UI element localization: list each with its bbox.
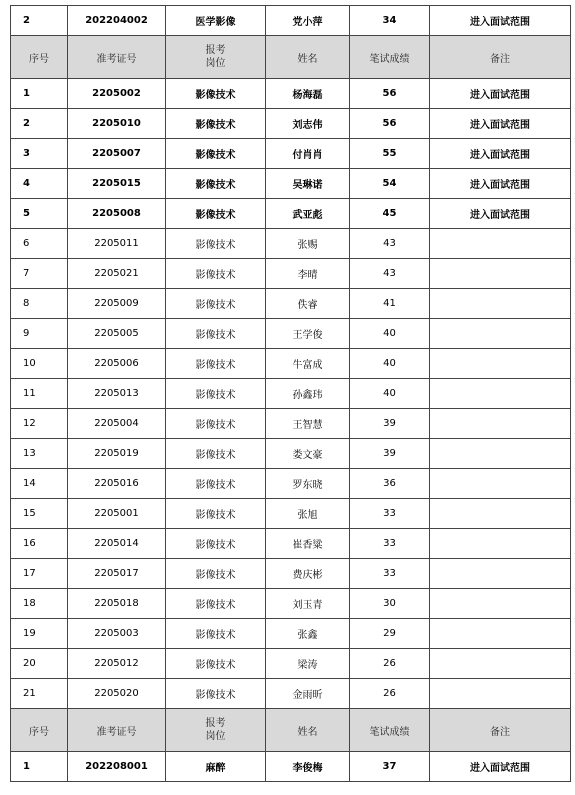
remark bbox=[430, 259, 571, 289]
row-number: 18 bbox=[11, 589, 68, 619]
candidate-name: 娄文豪 bbox=[266, 439, 350, 469]
written-score: 36 bbox=[350, 469, 430, 499]
post-name: 影像技术 bbox=[166, 349, 266, 379]
post-name: 影像技术 bbox=[166, 169, 266, 199]
row-number: 6 bbox=[11, 229, 68, 259]
written-score: 43 bbox=[350, 259, 430, 289]
table-row bbox=[11, 259, 571, 289]
candidate-name: 武亚彪 bbox=[266, 199, 350, 229]
post-name: 影像技术 bbox=[166, 559, 266, 589]
post-name: 影像技术 bbox=[166, 529, 266, 559]
written-score: 34 bbox=[350, 6, 430, 36]
post-name: 影像技术 bbox=[166, 439, 266, 469]
row-number: 12 bbox=[11, 409, 68, 439]
remark bbox=[430, 469, 571, 499]
ticket-number: 2205016 bbox=[68, 469, 166, 499]
row-number: 15 bbox=[11, 499, 68, 529]
ticket-number: 2205007 bbox=[68, 139, 166, 169]
table-row bbox=[11, 409, 571, 439]
written-score: 26 bbox=[350, 649, 430, 679]
ticket-number: 202208001 bbox=[68, 752, 166, 782]
written-score: 54 bbox=[350, 169, 430, 199]
row-number: 11 bbox=[11, 379, 68, 409]
candidate-name: 张鑫 bbox=[266, 619, 350, 649]
post-name: 影像技术 bbox=[166, 289, 266, 319]
table-row bbox=[11, 379, 571, 409]
written-score: 40 bbox=[350, 349, 430, 379]
remark bbox=[430, 589, 571, 619]
table-row bbox=[11, 439, 571, 469]
remark bbox=[430, 619, 571, 649]
ticket-number: 2205001 bbox=[68, 499, 166, 529]
written-score: 45 bbox=[350, 199, 430, 229]
remark: 进入面试范围 bbox=[430, 752, 571, 782]
remark bbox=[430, 319, 571, 349]
written-score: 39 bbox=[350, 409, 430, 439]
remark bbox=[430, 289, 571, 319]
candidate-name: 金雨昕 bbox=[266, 679, 350, 709]
table-row bbox=[11, 289, 571, 319]
ticket-number: 2205004 bbox=[68, 409, 166, 439]
candidate-name: 张赐 bbox=[266, 229, 350, 259]
candidate-name: 王学俊 bbox=[266, 319, 350, 349]
post-name: 医学影像 bbox=[166, 6, 266, 36]
candidate-name: 孙鑫玮 bbox=[266, 379, 350, 409]
row-number: 13 bbox=[11, 439, 68, 469]
header-ticket: 准考证号 bbox=[68, 36, 166, 79]
table-row bbox=[11, 469, 571, 499]
written-score: 29 bbox=[350, 619, 430, 649]
post-name: 影像技术 bbox=[166, 379, 266, 409]
written-score: 39 bbox=[350, 439, 430, 469]
remark bbox=[430, 649, 571, 679]
row-number: 19 bbox=[11, 619, 68, 649]
remark bbox=[430, 229, 571, 259]
remark bbox=[430, 349, 571, 379]
candidate-name: 牛富成 bbox=[266, 349, 350, 379]
row-number: 17 bbox=[11, 559, 68, 589]
post-name: 影像技术 bbox=[166, 619, 266, 649]
table-row bbox=[11, 169, 571, 199]
candidate-name: 梁涛 bbox=[266, 649, 350, 679]
remark: 进入面试范围 bbox=[430, 6, 571, 36]
header-post-line1: 报考 bbox=[205, 45, 226, 56]
written-score: 33 bbox=[350, 529, 430, 559]
header-note: 备注 bbox=[430, 36, 571, 79]
remark bbox=[430, 679, 571, 709]
written-score: 33 bbox=[350, 559, 430, 589]
header-name: 姓名 bbox=[266, 36, 350, 79]
row-number: 8 bbox=[11, 289, 68, 319]
ticket-number: 2205009 bbox=[68, 289, 166, 319]
table-row bbox=[11, 6, 571, 36]
table-row bbox=[11, 319, 571, 349]
ticket-number: 2205006 bbox=[68, 349, 166, 379]
ticket-number: 2205005 bbox=[68, 319, 166, 349]
row-number: 20 bbox=[11, 649, 68, 679]
written-score: 40 bbox=[350, 379, 430, 409]
row-number: 10 bbox=[11, 349, 68, 379]
header-no: 序号 bbox=[11, 36, 68, 79]
post-name: 影像技术 bbox=[166, 199, 266, 229]
candidate-name: 刘志伟 bbox=[266, 109, 350, 139]
ticket-number: 2205012 bbox=[68, 649, 166, 679]
written-score: 56 bbox=[350, 109, 430, 139]
remark bbox=[430, 379, 571, 409]
candidate-name: 付肖肖 bbox=[266, 139, 350, 169]
row-number: 1 bbox=[11, 79, 68, 109]
table-header-row bbox=[11, 36, 571, 79]
post-name: 影像技术 bbox=[166, 409, 266, 439]
post-name: 影像技术 bbox=[166, 139, 266, 169]
table-row bbox=[11, 619, 571, 649]
header-note: 备注 bbox=[430, 709, 571, 752]
candidate-name: 佚睿 bbox=[266, 289, 350, 319]
remark bbox=[430, 529, 571, 559]
table-row bbox=[11, 679, 571, 709]
post-name: 影像技术 bbox=[166, 469, 266, 499]
table-row bbox=[11, 589, 571, 619]
ticket-number: 2205011 bbox=[68, 229, 166, 259]
candidate-name: 杨海磊 bbox=[266, 79, 350, 109]
remark: 进入面试范围 bbox=[430, 109, 571, 139]
table-header-row bbox=[11, 709, 571, 752]
remark bbox=[430, 499, 571, 529]
ticket-number: 2205013 bbox=[68, 379, 166, 409]
table-row bbox=[11, 109, 571, 139]
candidate-name: 李晴 bbox=[266, 259, 350, 289]
remark bbox=[430, 559, 571, 589]
row-number: 1 bbox=[11, 752, 68, 782]
table-row bbox=[11, 649, 571, 679]
post-name: 影像技术 bbox=[166, 319, 266, 349]
post-name: 影像技术 bbox=[166, 499, 266, 529]
table-row bbox=[11, 79, 571, 109]
ticket-number: 2205021 bbox=[68, 259, 166, 289]
post-name: 麻醉 bbox=[166, 752, 266, 782]
written-score: 56 bbox=[350, 79, 430, 109]
table-row bbox=[11, 559, 571, 589]
table-row bbox=[11, 139, 571, 169]
written-score: 33 bbox=[350, 499, 430, 529]
table-row bbox=[11, 229, 571, 259]
row-number: 21 bbox=[11, 679, 68, 709]
row-number: 16 bbox=[11, 529, 68, 559]
candidate-name: 吴琳诺 bbox=[266, 169, 350, 199]
candidate-name: 党小萍 bbox=[266, 6, 350, 36]
candidate-name: 张旭 bbox=[266, 499, 350, 529]
ticket-number: 2205018 bbox=[68, 589, 166, 619]
written-score: 55 bbox=[350, 139, 430, 169]
header-ticket: 准考证号 bbox=[68, 709, 166, 752]
candidate-name: 李俊梅 bbox=[266, 752, 350, 782]
header-post bbox=[166, 709, 266, 752]
row-number: 4 bbox=[11, 169, 68, 199]
header-post-line1: 报考 bbox=[205, 718, 226, 729]
row-number: 5 bbox=[11, 199, 68, 229]
post-name: 影像技术 bbox=[166, 679, 266, 709]
ticket-number: 2205020 bbox=[68, 679, 166, 709]
table-row bbox=[11, 752, 571, 782]
row-number: 14 bbox=[11, 469, 68, 499]
ticket-number: 2205010 bbox=[68, 109, 166, 139]
header-score: 笔试成绩 bbox=[350, 36, 430, 79]
post-name: 影像技术 bbox=[166, 649, 266, 679]
candidate-name: 王智慧 bbox=[266, 409, 350, 439]
remark: 进入面试范围 bbox=[430, 199, 571, 229]
header-post bbox=[166, 36, 266, 79]
candidate-name: 刘玉青 bbox=[266, 589, 350, 619]
row-number: 7 bbox=[11, 259, 68, 289]
header-no: 序号 bbox=[11, 709, 68, 752]
ticket-number: 2205017 bbox=[68, 559, 166, 589]
header-name: 姓名 bbox=[266, 709, 350, 752]
ticket-number: 2205019 bbox=[68, 439, 166, 469]
ticket-number: 2205014 bbox=[68, 529, 166, 559]
header-post-line2: 岗位 bbox=[205, 58, 226, 69]
table-row bbox=[11, 199, 571, 229]
score-table bbox=[10, 5, 571, 782]
header-post-line2: 岗位 bbox=[205, 731, 226, 742]
written-score: 26 bbox=[350, 679, 430, 709]
written-score: 40 bbox=[350, 319, 430, 349]
remark bbox=[430, 439, 571, 469]
post-name: 影像技术 bbox=[166, 589, 266, 619]
written-score: 30 bbox=[350, 589, 430, 619]
remark: 进入面试范围 bbox=[430, 169, 571, 199]
ticket-number: 2205002 bbox=[68, 79, 166, 109]
row-number: 9 bbox=[11, 319, 68, 349]
header-score: 笔试成绩 bbox=[350, 709, 430, 752]
post-name: 影像技术 bbox=[166, 109, 266, 139]
candidate-name: 罗东晓 bbox=[266, 469, 350, 499]
row-number: 2 bbox=[11, 109, 68, 139]
ticket-number: 202204002 bbox=[68, 6, 166, 36]
table-row bbox=[11, 529, 571, 559]
remark: 进入面试范围 bbox=[430, 139, 571, 169]
ticket-number: 2205008 bbox=[68, 199, 166, 229]
post-name: 影像技术 bbox=[166, 229, 266, 259]
remark: 进入面试范围 bbox=[430, 79, 571, 109]
post-name: 影像技术 bbox=[166, 79, 266, 109]
written-score: 41 bbox=[350, 289, 430, 319]
written-score: 37 bbox=[350, 752, 430, 782]
table-row bbox=[11, 499, 571, 529]
row-number: 2 bbox=[11, 6, 68, 36]
row-number: 3 bbox=[11, 139, 68, 169]
candidate-name: 费庆彬 bbox=[266, 559, 350, 589]
table-row bbox=[11, 349, 571, 379]
ticket-number: 2205015 bbox=[68, 169, 166, 199]
post-name: 影像技术 bbox=[166, 259, 266, 289]
written-score: 43 bbox=[350, 229, 430, 259]
remark bbox=[430, 409, 571, 439]
ticket-number: 2205003 bbox=[68, 619, 166, 649]
candidate-name: 崔香粱 bbox=[266, 529, 350, 559]
